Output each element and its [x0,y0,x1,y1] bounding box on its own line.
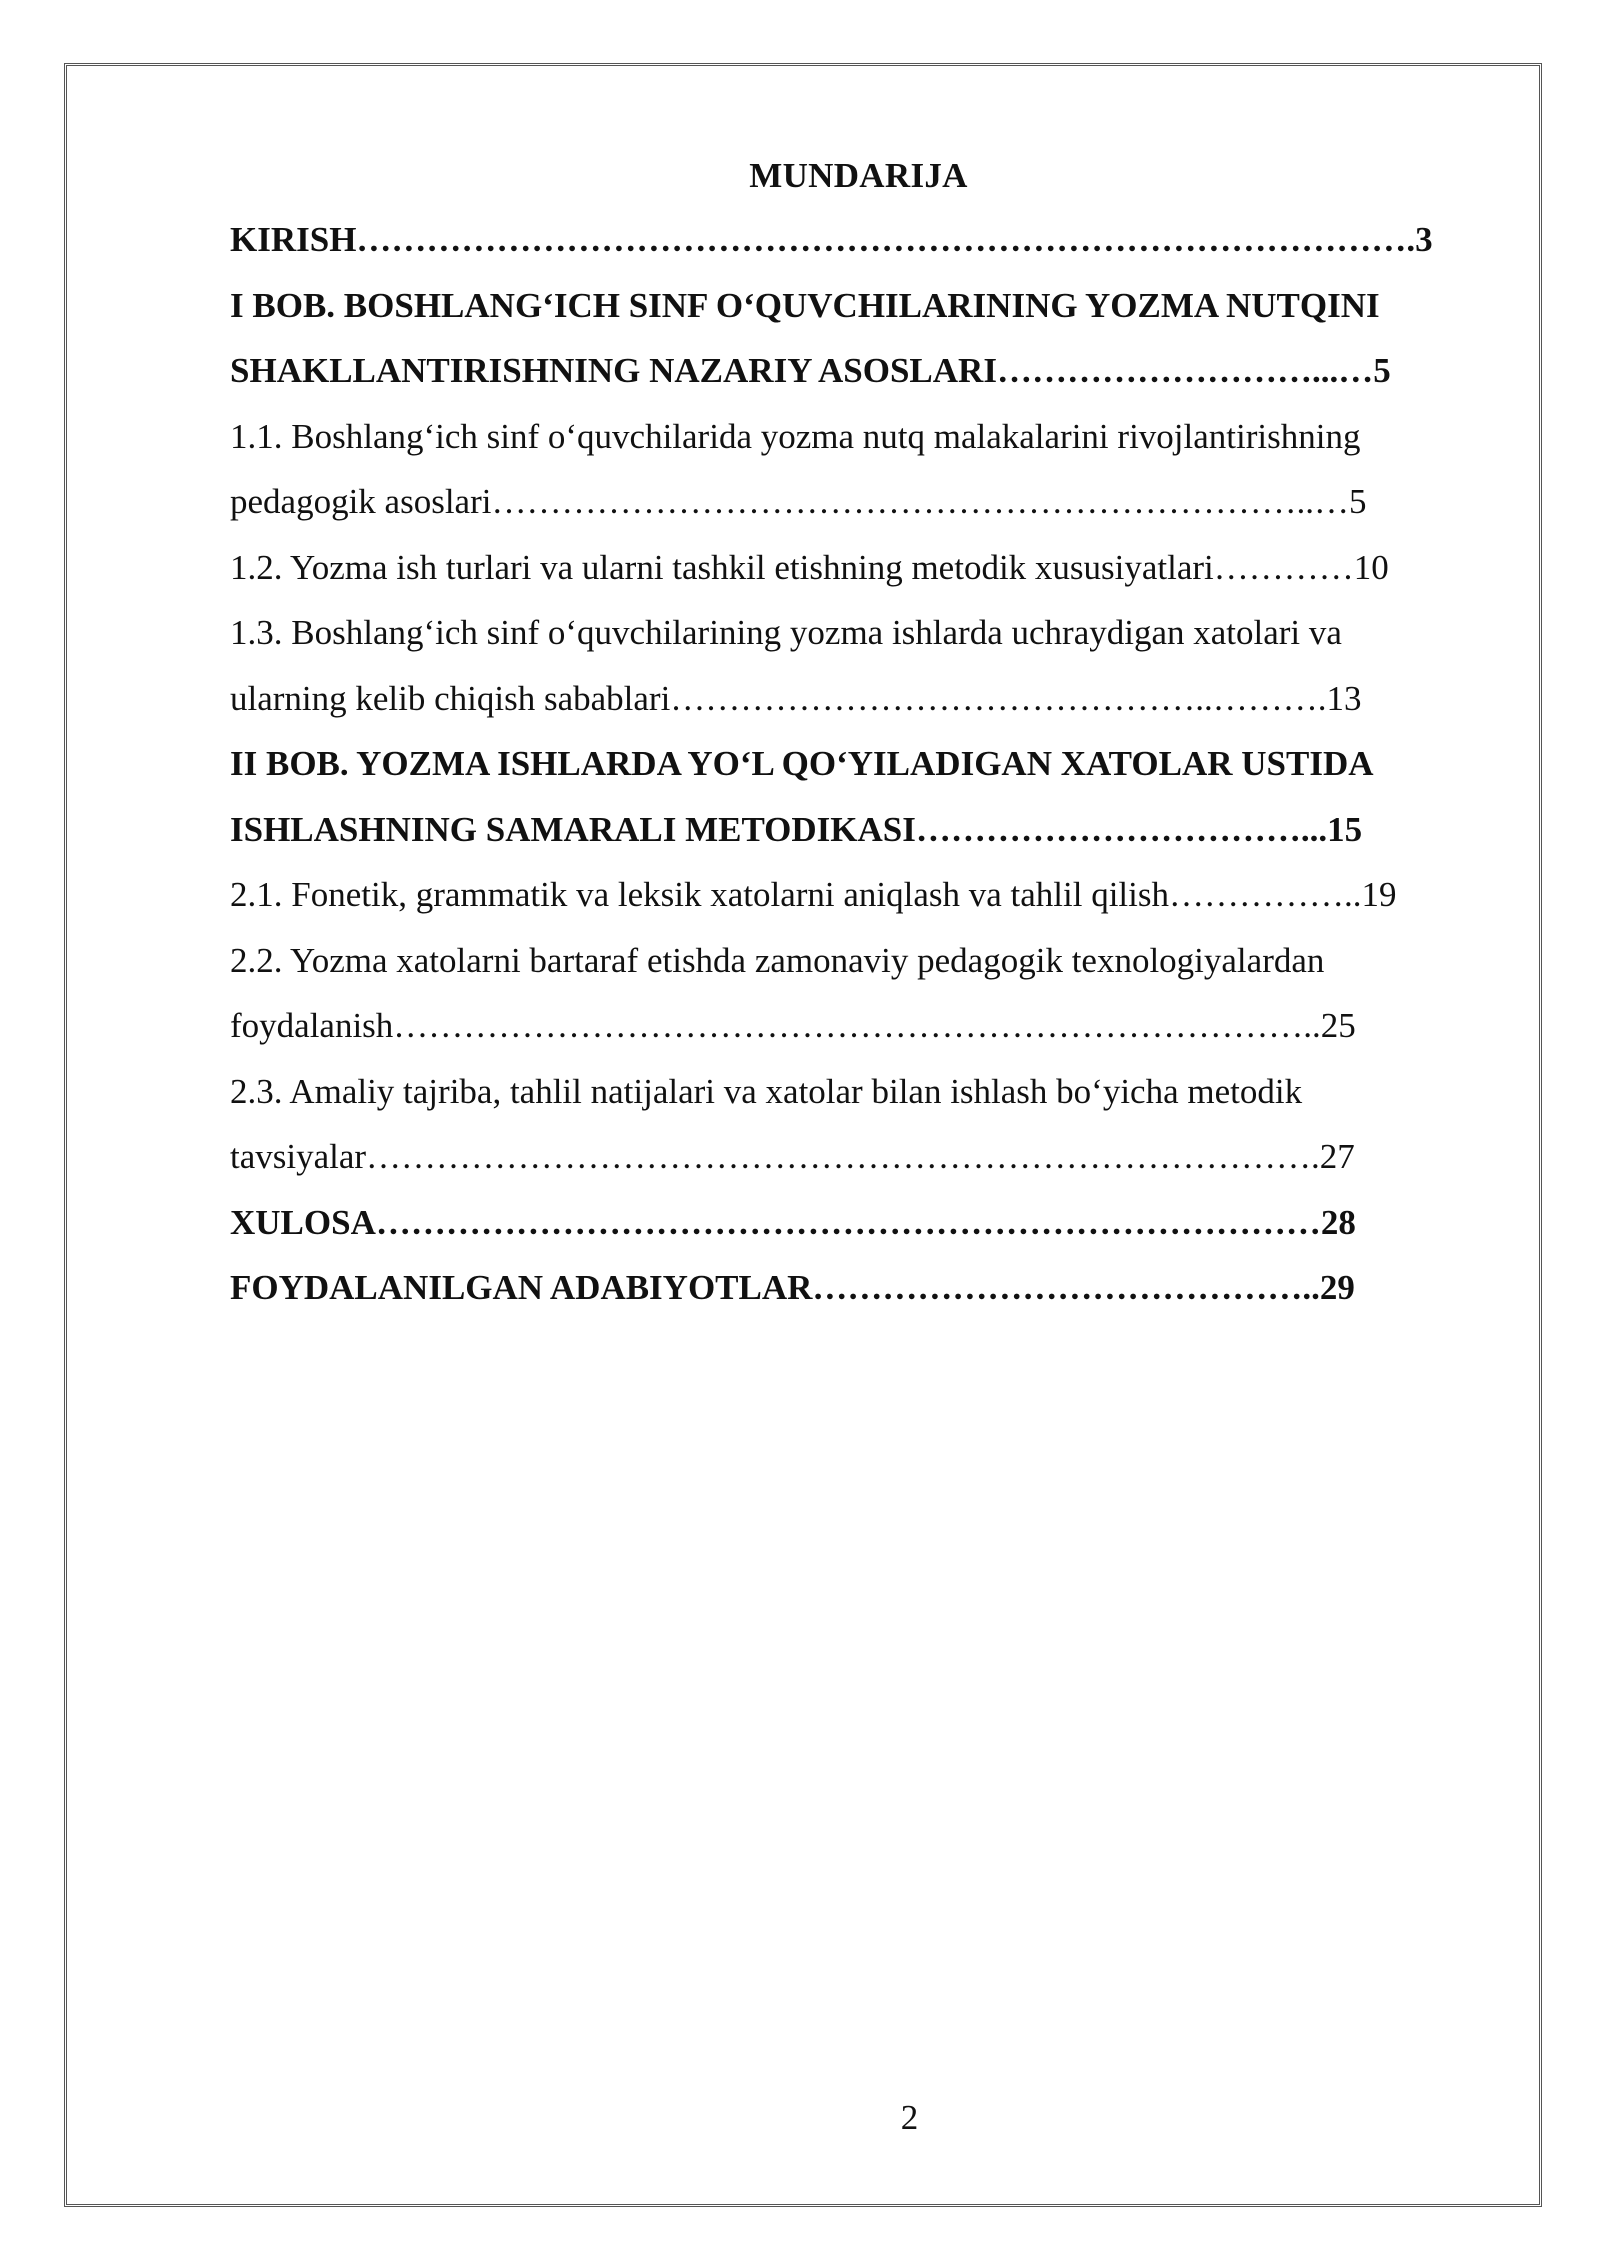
toc-entry-text: ularning kelib chiqish sabablari………………………………………..……….13 [230,678,1362,718]
table-of-contents [230,216,1490,1330]
toc-entry-text: 2.2. Yozma xatolarni bartaraf etishda zamonaviy pedagogik texnologiyalardan [230,940,1325,980]
toc-entry-text: 1.1. Boshlang‘ich sinf o‘quvchilarida yozma nutq malakalarini rivojlantirishning [230,416,1361,456]
toc-entry-text: SHAKLLANTIRISHNING NAZARIY ASOSLARI………………………...…5 [230,351,1391,390]
toc-entry [230,478,1490,544]
toc-entry [230,609,1490,675]
toc-entry [230,1199,1490,1265]
toc-entry-text: pedagogik asoslari……………………………………………………………..…5 [230,482,1367,521]
toc-entry [230,675,1490,741]
toc-entry [230,871,1490,937]
toc-entry [230,544,1490,610]
toc-entry-text: tavsiyalar……………………………………………………………………….27 [230,1137,1355,1176]
toc-entry-text: 2.3. Amaliy tajriba, tahlil natijalari va xatolar bilan ishlash bo‘yicha metodik [230,1071,1303,1111]
toc-entry-text: II BOB. YOZMA ISHLARDA YO‘L QO‘YILADIGAN XATOLAR USTIDA [230,744,1374,783]
toc-entry-text: 1.2. Yozma ish turlari va ularni tashkil etishning metodik xususiyatlari…………10 [230,547,1389,587]
toc-entry [230,1068,1490,1134]
toc-entry [230,1133,1490,1199]
toc-entry [230,413,1490,479]
toc-entry [230,347,1490,413]
toc-entry [230,740,1490,806]
toc-entry-text: XULOSA………………………………………………………………………28 [230,1202,1356,1242]
toc-entry-text: I BOB. BOSHLANG‘ICH SINF O‘QUVCHILARINING YOZMA NUTQINI [230,285,1380,325]
toc-entry [230,1264,1490,1330]
page-number: 2 [900,2098,919,2137]
toc-entry [230,282,1490,348]
toc-entry [230,806,1490,872]
toc-entry-text: 1.3. Boshlang‘ich sinf o‘quvchilarining yozma ishlarda uchraydigan xatolari va [230,613,1342,652]
toc-entry-text: FOYDALANILGAN ADABIYOTLAR……………………………………..29 [230,1268,1355,1307]
toc-entry-text: foydalanish……………………………………………………………………..25 [230,1006,1356,1045]
toc-entry-text: ISHLASHNING SAMARALI METODIKASI……………………………...15 [230,809,1363,849]
toc-entry [230,1002,1490,1068]
toc-entry [230,216,1490,282]
toc-entry-text: 2.1. Fonetik, grammatik va leksik xatolarni aniqlash va tahlil qilish……………..19 [230,875,1397,914]
toc-entry-text: KIRISH……………………………………………………………………………….3 [230,220,1433,259]
toc-entry [230,937,1490,1003]
page-title: MUNDARIJA [749,156,968,195]
